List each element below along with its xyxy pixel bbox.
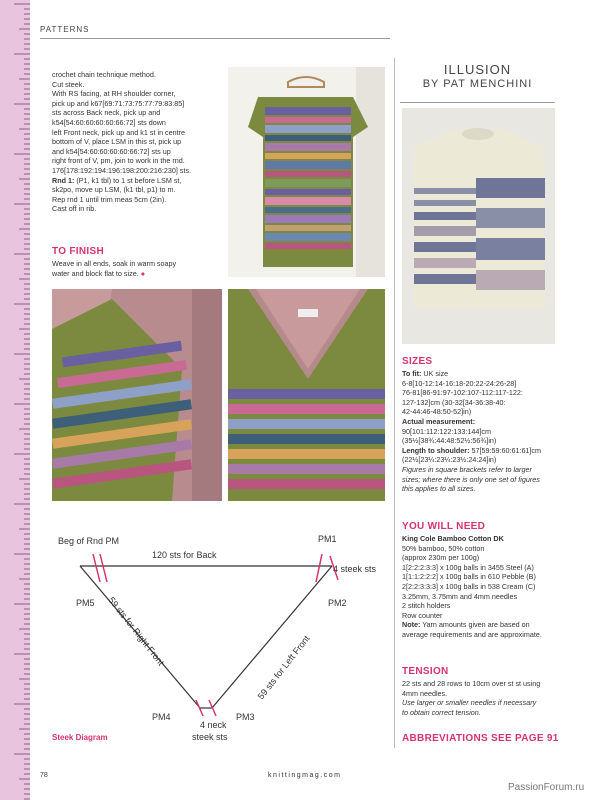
need-line: 2[2:2:3:3:3] x 100g balls in 538 Cream (C) [402,581,536,591]
yarn-ball-icon: ● [140,268,146,278]
finish-line: Weave in all ends, soak in warm soapy [52,259,177,268]
instr-line: sk2po, move up LSM, (k1 tbl, p1) to m. [52,185,176,195]
instr-line: sts across Back neck, pick up and [52,108,161,118]
need-heading: YOU WILL NEED [402,521,486,532]
tension-note: to obtain correct tension. [402,707,481,717]
instr-line: k54[54:60:60:60:60:66:72] sts down [52,117,166,127]
to-fit-line: To fit: UK size [402,369,449,378]
site-url: knittingmag.com [268,772,342,779]
steek-diagram-caption: Steek Diagram [52,733,108,742]
size-line: 42-44:46-48:50-52]in) [402,407,472,417]
striped-top-photo [402,108,555,344]
vest-hanger-photo [228,67,385,277]
column-divider [394,58,395,748]
title-rule [400,102,555,103]
pm1-label: PM1 [318,534,337,544]
instr-line: Rep rnd 1 until trim meas 5cm (2in). [52,194,167,204]
neck-label-2: steek sts [192,732,228,742]
instr-line: With RS facing, at RH shoulder corner, [52,89,176,99]
size-line: 127-132]cm (30-32[34-36:38-40: [402,397,506,407]
right-front-label: 59 sts for Right Front [106,595,167,668]
actual-line: (35½[38¾:44:48:52½:56¾]in) [402,436,497,446]
tension-text [402,679,587,717]
beg-marker [100,554,107,582]
sizes-note: sizes; where there is only one set of figures [402,474,540,484]
pm5-label: PM5 [76,598,95,608]
tension-heading: TENSION [402,666,449,677]
instr-line: 176[178:192:194:196:198:200:216:230] sts. [52,165,192,175]
instr-line: right front of V, pm, join to work in the rnd. [52,156,185,166]
pattern-title [400,62,555,90]
need-line: 2 stitch holders [402,601,451,611]
need-note: Note: Yarn amounts given are based on [402,620,530,630]
abbreviations-link: ABBREVIATIONS SEE PAGE 91 [402,733,559,744]
length-line: Length to shoulder: 57[59:59:60:61:61]cm [402,445,542,455]
size-line: 6-8[10-12:14-16:18-20:22-24:26-28] [402,378,517,388]
sizes-note: this applies to all sizes. [402,484,476,494]
instr-line: bottom of V, place LSM in this st, pick up [52,137,182,147]
watermark: PassionForum.ru [508,782,585,793]
finish-text [52,259,222,278]
finish-line: water and block flat to size. ● [52,268,146,278]
need-line: (approx 230m per 100g) [402,553,480,563]
size-line: 76-81[86-91:97-102:107-112:117-122: [402,388,523,398]
pm1-marker [316,554,322,582]
left-front-label: 59 sts for Left Front [255,633,312,702]
instr-line: Cast off in rib. [52,204,97,214]
tension-line: 22 sts and 28 rows to 10cm over st st using [402,679,541,688]
instr-line: crochet chain technique method. [52,70,156,79]
rnd1-line [52,176,222,186]
beg-rnd-label: Beg of Rnd PM [58,536,120,546]
section-label: PATTERNS [40,25,90,34]
pm2-label: PM2 [328,598,347,608]
steek-sts-label: 4 steek sts [333,564,377,574]
need-line: 3.25mm, 3.75mm and 4mm needles [402,591,518,601]
pm5-marker [93,554,100,582]
rnd1-label: Rnd 1: [52,175,75,185]
vest-front-detail-photo [52,289,222,501]
yarn-title: King Cole Bamboo Cotton DK [402,534,504,543]
vest-vneck-detail-photo [228,289,385,501]
rnd1-text: (P1, k1 tbl) to 1 st before LSM st, [74,175,182,185]
length-line: (22½[23¼:23¼:23½:24:24]in) [402,455,497,465]
pm3-label: PM3 [236,712,255,722]
page-number: 78 [40,772,48,779]
need-line: 50% bamboo, 50% cotton [402,543,485,553]
need-line: 1[1:1:2:2:2] x 100g balls in 610 Pebble (B) [402,572,536,582]
title-name: ILLUSION [443,62,512,77]
need-note: average requirements and are approximate. [402,629,542,639]
ruler-strip [0,0,30,800]
steek-diagram [40,530,390,745]
actual-line: 90[101:112:122:133:144]cm [402,426,491,436]
neck-label-1: 4 neck [200,720,227,730]
tension-line: 4mm needles. [402,688,448,698]
sizes-text [402,369,572,494]
instr-line: Cut steek. [52,79,85,89]
section-rule [40,38,390,39]
sizes-heading: SIZES [402,356,433,367]
sizes-note: Figures in square brackets refer to larger [402,464,532,474]
instr-line: left Front neck, pick up and k1 st in centre [52,127,186,137]
title-designer: BY PAT MENCHINI [422,78,533,90]
back-sts-label: 120 sts for Back [152,550,217,560]
pm4-label: PM4 [152,712,171,722]
finish-heading: TO FINISH [52,246,104,257]
instr-line: and k54[54:60:60:60:60:66:72] sts up [52,146,171,156]
need-line: Row counter [402,610,443,620]
tension-note: Use larger or smaller needles if necessary [402,698,537,708]
instr-line: pick up and k67[69:71:73:75:77:79:83:85] [52,98,185,108]
need-text [402,534,587,640]
actual-label: Actual measurement: [402,416,476,426]
need-line: 1[2:2:2:3:3] x 100g balls in 3455 Steel (A) [402,562,534,572]
pattern-instructions [52,70,222,214]
